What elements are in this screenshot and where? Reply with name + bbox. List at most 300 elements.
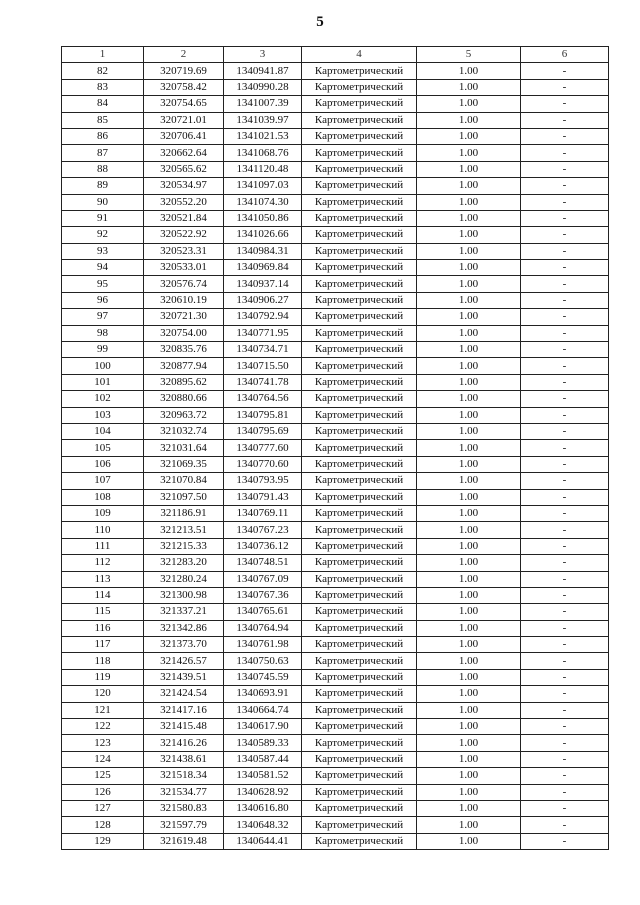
description-cell: - <box>521 128 609 144</box>
point-number-cell: 112 <box>62 555 144 571</box>
table-header-row <box>62 47 609 63</box>
point-number-cell: 101 <box>62 374 144 390</box>
y-coordinate-cell: 1340770.60 <box>224 456 302 472</box>
x-coordinate-cell: 321597.79 <box>144 817 224 833</box>
accuracy-cell: 1.00 <box>417 751 521 767</box>
x-coordinate-cell: 321300.98 <box>144 587 224 603</box>
accuracy-cell: 1.00 <box>417 358 521 374</box>
y-coordinate-cell: 1340693.91 <box>224 686 302 702</box>
table-row <box>62 489 609 505</box>
y-coordinate-cell: 1340984.31 <box>224 243 302 259</box>
description-cell: - <box>521 243 609 259</box>
x-coordinate-cell: 320758.42 <box>144 79 224 95</box>
x-coordinate-cell: 321031.64 <box>144 440 224 456</box>
method-cell: Картометрический <box>302 423 417 439</box>
table-row <box>62 145 609 161</box>
accuracy-cell: 1.00 <box>417 79 521 95</box>
x-coordinate-cell: 321032.74 <box>144 423 224 439</box>
accuracy-cell: 1.00 <box>417 407 521 423</box>
y-coordinate-cell: 1340736.12 <box>224 538 302 554</box>
y-coordinate-cell: 1340792.94 <box>224 309 302 325</box>
x-coordinate-cell: 320754.65 <box>144 96 224 112</box>
accuracy-cell: 1.00 <box>417 719 521 735</box>
table-row <box>62 653 609 669</box>
point-number-cell: 129 <box>62 833 144 849</box>
description-cell: - <box>521 620 609 636</box>
y-coordinate-cell: 1340734.71 <box>224 342 302 358</box>
table-row <box>62 555 609 571</box>
y-coordinate-cell: 1341050.86 <box>224 210 302 226</box>
method-cell: Картометрический <box>302 833 417 849</box>
table-row <box>62 833 609 849</box>
x-coordinate-cell: 320719.69 <box>144 63 224 79</box>
x-coordinate-cell: 320895.62 <box>144 374 224 390</box>
accuracy-cell: 1.00 <box>417 325 521 341</box>
table-body <box>62 47 609 850</box>
description-cell: - <box>521 702 609 718</box>
method-cell: Картометрический <box>302 358 417 374</box>
x-coordinate-cell: 321580.83 <box>144 800 224 816</box>
point-number-cell: 116 <box>62 620 144 636</box>
point-number-cell: 83 <box>62 79 144 95</box>
point-number-cell: 106 <box>62 456 144 472</box>
method-cell: Картометрический <box>302 325 417 341</box>
method-cell: Картометрический <box>302 178 417 194</box>
method-cell: Картометрический <box>302 489 417 505</box>
method-cell: Картометрический <box>302 587 417 603</box>
point-number-cell: 118 <box>62 653 144 669</box>
description-cell: - <box>521 587 609 603</box>
point-number-cell: 89 <box>62 178 144 194</box>
method-cell: Картометрический <box>302 391 417 407</box>
description-cell: - <box>521 686 609 702</box>
y-coordinate-cell: 1340906.27 <box>224 292 302 308</box>
x-coordinate-cell: 320523.31 <box>144 243 224 259</box>
method-cell: Картометрический <box>302 260 417 276</box>
method-cell: Картометрический <box>302 79 417 95</box>
accuracy-cell: 1.00 <box>417 571 521 587</box>
point-number-cell: 123 <box>62 735 144 751</box>
description-cell: - <box>521 227 609 243</box>
accuracy-cell: 1.00 <box>417 735 521 751</box>
description-cell: - <box>521 440 609 456</box>
method-cell: Картометрический <box>302 784 417 800</box>
description-cell: - <box>521 719 609 735</box>
y-coordinate-cell: 1341021.53 <box>224 128 302 144</box>
description-cell: - <box>521 161 609 177</box>
table-row <box>62 309 609 325</box>
point-number-cell: 105 <box>62 440 144 456</box>
accuracy-cell: 1.00 <box>417 768 521 784</box>
accuracy-cell: 1.00 <box>417 342 521 358</box>
y-coordinate-cell: 1340765.61 <box>224 604 302 620</box>
method-cell: Картометрический <box>302 653 417 669</box>
y-coordinate-cell: 1340764.94 <box>224 620 302 636</box>
method-cell: Картометрический <box>302 145 417 161</box>
x-coordinate-cell: 321213.51 <box>144 522 224 538</box>
point-number-cell: 122 <box>62 719 144 735</box>
point-number-cell: 126 <box>62 784 144 800</box>
y-coordinate-cell: 1340589.33 <box>224 735 302 751</box>
accuracy-cell: 1.00 <box>417 456 521 472</box>
table-row <box>62 587 609 603</box>
method-cell: Картометрический <box>302 63 417 79</box>
x-coordinate-cell: 321619.48 <box>144 833 224 849</box>
point-number-cell: 98 <box>62 325 144 341</box>
point-number-cell: 94 <box>62 260 144 276</box>
description-cell: - <box>521 800 609 816</box>
y-coordinate-cell: 1341026.66 <box>224 227 302 243</box>
table-row <box>62 751 609 767</box>
method-cell: Картометрический <box>302 374 417 390</box>
description-cell: - <box>521 833 609 849</box>
point-number-cell: 86 <box>62 128 144 144</box>
accuracy-cell: 1.00 <box>417 96 521 112</box>
y-coordinate-cell: 1340769.11 <box>224 505 302 521</box>
accuracy-cell: 1.00 <box>417 653 521 669</box>
accuracy-cell: 1.00 <box>417 489 521 505</box>
description-cell: - <box>521 210 609 226</box>
description-cell: - <box>521 489 609 505</box>
description-cell: - <box>521 473 609 489</box>
y-coordinate-cell: 1340990.28 <box>224 79 302 95</box>
x-coordinate-cell: 321373.70 <box>144 637 224 653</box>
y-coordinate-cell: 1340771.95 <box>224 325 302 341</box>
y-coordinate-cell: 1340793.95 <box>224 473 302 489</box>
y-coordinate-cell: 1340628.92 <box>224 784 302 800</box>
table-row <box>62 178 609 194</box>
x-coordinate-cell: 321439.51 <box>144 669 224 685</box>
y-coordinate-cell: 1340761.98 <box>224 637 302 653</box>
x-coordinate-cell: 321438.61 <box>144 751 224 767</box>
accuracy-cell: 1.00 <box>417 833 521 849</box>
description-cell: - <box>521 276 609 292</box>
table-row <box>62 161 609 177</box>
table-row <box>62 768 609 784</box>
point-number-cell: 104 <box>62 423 144 439</box>
y-coordinate-cell: 1340715.50 <box>224 358 302 374</box>
x-coordinate-cell: 320522.92 <box>144 227 224 243</box>
description-cell: - <box>521 522 609 538</box>
accuracy-cell: 1.00 <box>417 604 521 620</box>
description-cell: - <box>521 63 609 79</box>
table-row <box>62 79 609 95</box>
accuracy-cell: 1.00 <box>417 784 521 800</box>
point-number-cell: 117 <box>62 637 144 653</box>
y-coordinate-cell: 1340648.32 <box>224 817 302 833</box>
method-cell: Картометрический <box>302 702 417 718</box>
accuracy-cell: 1.00 <box>417 194 521 210</box>
y-coordinate-cell: 1340616.80 <box>224 800 302 816</box>
description-cell: - <box>521 735 609 751</box>
method-cell: Картометрический <box>302 735 417 751</box>
y-coordinate-cell: 1341120.48 <box>224 161 302 177</box>
x-coordinate-cell: 321534.77 <box>144 784 224 800</box>
point-number-cell: 92 <box>62 227 144 243</box>
description-cell: - <box>521 538 609 554</box>
accuracy-cell: 1.00 <box>417 309 521 325</box>
point-number-cell: 103 <box>62 407 144 423</box>
point-number-cell: 82 <box>62 63 144 79</box>
method-cell: Картометрический <box>302 309 417 325</box>
table-row <box>62 128 609 144</box>
accuracy-cell: 1.00 <box>417 423 521 439</box>
method-cell: Картометрический <box>302 751 417 767</box>
method-cell: Картометрический <box>302 604 417 620</box>
table-row <box>62 784 609 800</box>
point-number-cell: 128 <box>62 817 144 833</box>
accuracy-cell: 1.00 <box>417 391 521 407</box>
description-cell: - <box>521 456 609 472</box>
point-number-cell: 108 <box>62 489 144 505</box>
accuracy-cell: 1.00 <box>417 587 521 603</box>
y-coordinate-cell: 1340969.84 <box>224 260 302 276</box>
table-row <box>62 112 609 128</box>
table-row <box>62 63 609 79</box>
accuracy-cell: 1.00 <box>417 276 521 292</box>
point-number-cell: 87 <box>62 145 144 161</box>
table-row <box>62 735 609 751</box>
x-coordinate-cell: 320706.41 <box>144 128 224 144</box>
column-header-5: 5 <box>417 47 521 63</box>
table-row <box>62 210 609 226</box>
accuracy-cell: 1.00 <box>417 637 521 653</box>
accuracy-cell: 1.00 <box>417 686 521 702</box>
x-coordinate-cell: 320610.19 <box>144 292 224 308</box>
x-coordinate-cell: 321417.16 <box>144 702 224 718</box>
table-row <box>62 473 609 489</box>
table-row <box>62 292 609 308</box>
table-row <box>62 456 609 472</box>
point-number-cell: 125 <box>62 768 144 784</box>
x-coordinate-cell: 320721.01 <box>144 112 224 128</box>
description-cell: - <box>521 423 609 439</box>
description-cell: - <box>521 358 609 374</box>
x-coordinate-cell: 320576.74 <box>144 276 224 292</box>
method-cell: Картометрический <box>302 292 417 308</box>
table-row <box>62 669 609 685</box>
point-number-cell: 113 <box>62 571 144 587</box>
point-number-cell: 110 <box>62 522 144 538</box>
description-cell: - <box>521 817 609 833</box>
method-cell: Картометрический <box>302 342 417 358</box>
accuracy-cell: 1.00 <box>417 210 521 226</box>
column-header-2: 2 <box>144 47 224 63</box>
description-cell: - <box>521 768 609 784</box>
accuracy-cell: 1.00 <box>417 702 521 718</box>
description-cell: - <box>521 96 609 112</box>
accuracy-cell: 1.00 <box>417 178 521 194</box>
point-number-cell: 111 <box>62 538 144 554</box>
column-header-6: 6 <box>521 47 609 63</box>
y-coordinate-cell: 1340941.87 <box>224 63 302 79</box>
y-coordinate-cell: 1340777.60 <box>224 440 302 456</box>
description-cell: - <box>521 637 609 653</box>
x-coordinate-cell: 321424.54 <box>144 686 224 702</box>
y-coordinate-cell: 1340791.43 <box>224 489 302 505</box>
description-cell: - <box>521 751 609 767</box>
y-coordinate-cell: 1340587.44 <box>224 751 302 767</box>
y-coordinate-cell: 1340795.81 <box>224 407 302 423</box>
table-row <box>62 817 609 833</box>
point-number-cell: 90 <box>62 194 144 210</box>
table-row <box>62 522 609 538</box>
table-row <box>62 391 609 407</box>
point-number-cell: 84 <box>62 96 144 112</box>
y-coordinate-cell: 1340748.51 <box>224 555 302 571</box>
accuracy-cell: 1.00 <box>417 440 521 456</box>
description-cell: - <box>521 145 609 161</box>
point-number-cell: 119 <box>62 669 144 685</box>
accuracy-cell: 1.00 <box>417 161 521 177</box>
description-cell: - <box>521 604 609 620</box>
y-coordinate-cell: 1341074.30 <box>224 194 302 210</box>
x-coordinate-cell: 320963.72 <box>144 407 224 423</box>
y-coordinate-cell: 1340764.56 <box>224 391 302 407</box>
description-cell: - <box>521 79 609 95</box>
description-cell: - <box>521 374 609 390</box>
table-row <box>62 423 609 439</box>
table-row <box>62 342 609 358</box>
y-coordinate-cell: 1340617.90 <box>224 719 302 735</box>
method-cell: Картометрический <box>302 522 417 538</box>
y-coordinate-cell: 1340644.41 <box>224 833 302 849</box>
table-row <box>62 325 609 341</box>
y-coordinate-cell: 1340937.14 <box>224 276 302 292</box>
method-cell: Картометрический <box>302 243 417 259</box>
x-coordinate-cell: 321337.21 <box>144 604 224 620</box>
y-coordinate-cell: 1341068.76 <box>224 145 302 161</box>
y-coordinate-cell: 1340741.78 <box>224 374 302 390</box>
accuracy-cell: 1.00 <box>417 112 521 128</box>
method-cell: Картометрический <box>302 112 417 128</box>
accuracy-cell: 1.00 <box>417 522 521 538</box>
point-number-cell: 96 <box>62 292 144 308</box>
point-number-cell: 120 <box>62 686 144 702</box>
x-coordinate-cell: 320835.76 <box>144 342 224 358</box>
column-header-3: 3 <box>224 47 302 63</box>
point-number-cell: 100 <box>62 358 144 374</box>
method-cell: Картометрический <box>302 505 417 521</box>
column-header-1: 1 <box>62 47 144 63</box>
x-coordinate-cell: 321069.35 <box>144 456 224 472</box>
point-number-cell: 114 <box>62 587 144 603</box>
x-coordinate-cell: 320521.84 <box>144 210 224 226</box>
x-coordinate-cell: 320552.20 <box>144 194 224 210</box>
table-row <box>62 719 609 735</box>
description-cell: - <box>521 260 609 276</box>
point-number-cell: 88 <box>62 161 144 177</box>
table-row <box>62 227 609 243</box>
point-number-cell: 91 <box>62 210 144 226</box>
method-cell: Картометрический <box>302 194 417 210</box>
x-coordinate-cell: 321215.33 <box>144 538 224 554</box>
method-cell: Картометрический <box>302 440 417 456</box>
x-coordinate-cell: 320662.64 <box>144 145 224 161</box>
y-coordinate-cell: 1340767.09 <box>224 571 302 587</box>
method-cell: Картометрический <box>302 800 417 816</box>
description-cell: - <box>521 309 609 325</box>
y-coordinate-cell: 1341039.97 <box>224 112 302 128</box>
y-coordinate-cell: 1340664.74 <box>224 702 302 718</box>
description-cell: - <box>521 653 609 669</box>
method-cell: Картометрический <box>302 768 417 784</box>
accuracy-cell: 1.00 <box>417 292 521 308</box>
description-cell: - <box>521 571 609 587</box>
x-coordinate-cell: 321426.57 <box>144 653 224 669</box>
table-row <box>62 194 609 210</box>
point-number-cell: 121 <box>62 702 144 718</box>
x-coordinate-cell: 321342.86 <box>144 620 224 636</box>
table-row <box>62 604 609 620</box>
description-cell: - <box>521 555 609 571</box>
point-number-cell: 99 <box>62 342 144 358</box>
y-coordinate-cell: 1341007.39 <box>224 96 302 112</box>
accuracy-cell: 1.00 <box>417 260 521 276</box>
description-cell: - <box>521 407 609 423</box>
column-header-4: 4 <box>302 47 417 63</box>
method-cell: Картометрический <box>302 407 417 423</box>
method-cell: Картометрический <box>302 96 417 112</box>
x-coordinate-cell: 321416.26 <box>144 735 224 751</box>
x-coordinate-cell: 321283.20 <box>144 555 224 571</box>
table-row <box>62 243 609 259</box>
page-number: 5 <box>316 14 324 30</box>
method-cell: Картометрический <box>302 571 417 587</box>
x-coordinate-cell: 320534.97 <box>144 178 224 194</box>
x-coordinate-cell: 320877.94 <box>144 358 224 374</box>
y-coordinate-cell: 1340767.23 <box>224 522 302 538</box>
x-coordinate-cell: 320754.00 <box>144 325 224 341</box>
x-coordinate-cell: 321415.48 <box>144 719 224 735</box>
x-coordinate-cell: 321280.24 <box>144 571 224 587</box>
accuracy-cell: 1.00 <box>417 374 521 390</box>
point-number-cell: 85 <box>62 112 144 128</box>
method-cell: Картометрический <box>302 555 417 571</box>
accuracy-cell: 1.00 <box>417 227 521 243</box>
description-cell: - <box>521 669 609 685</box>
description-cell: - <box>521 342 609 358</box>
description-cell: - <box>521 391 609 407</box>
accuracy-cell: 1.00 <box>417 800 521 816</box>
method-cell: Картометрический <box>302 456 417 472</box>
accuracy-cell: 1.00 <box>417 669 521 685</box>
point-number-cell: 93 <box>62 243 144 259</box>
point-number-cell: 127 <box>62 800 144 816</box>
method-cell: Картометрический <box>302 210 417 226</box>
method-cell: Картометрический <box>302 637 417 653</box>
table-row <box>62 276 609 292</box>
y-coordinate-cell: 1340745.59 <box>224 669 302 685</box>
point-number-cell: 97 <box>62 309 144 325</box>
table-row <box>62 686 609 702</box>
x-coordinate-cell: 321097.50 <box>144 489 224 505</box>
table-row <box>62 505 609 521</box>
table-row <box>62 538 609 554</box>
accuracy-cell: 1.00 <box>417 473 521 489</box>
description-cell: - <box>521 194 609 210</box>
accuracy-cell: 1.00 <box>417 145 521 161</box>
method-cell: Картометрический <box>302 538 417 554</box>
table-row <box>62 96 609 112</box>
table-row <box>62 637 609 653</box>
description-cell: - <box>521 784 609 800</box>
method-cell: Картометрический <box>302 227 417 243</box>
y-coordinate-cell: 1340750.63 <box>224 653 302 669</box>
description-cell: - <box>521 325 609 341</box>
accuracy-cell: 1.00 <box>417 817 521 833</box>
point-number-cell: 109 <box>62 505 144 521</box>
